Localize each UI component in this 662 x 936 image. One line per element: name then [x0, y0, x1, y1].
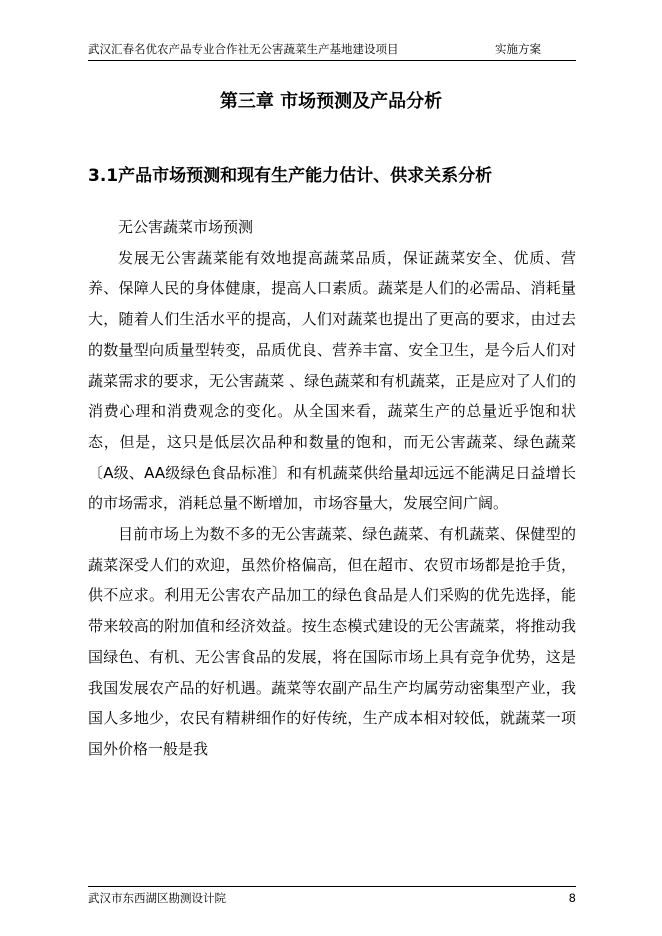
page-number: 8 [568, 891, 576, 905]
section-title: 3.1产品市场预测和现有生产能力估计、供求关系分析 [88, 166, 493, 186]
paragraph: 目前市场上为数不多的无公害蔬菜、绿色蔬菜、有机蔬菜、保健型的蔬菜深受人们的欢迎，虽然价格偏高，但在超市、农贸市场都是抢手货，供不应求。利用无公害农产品加工的绿色食品是人们采购的优先选择，能带来较高的附加值和经济效益。按生态模式建设的无公害蔬菜，将推动我国绿色、有机、无公害食品的发展，将在国际市场上具有竞争优势，这是我国发展农产品的好机遇。蔬菜等农副产品生产均属劳动密集型产业，我国人多地少，农民有精耕细作的好传统，生产成本相对较低，就蔬菜一项国外价格一般是我 [88, 525, 576, 758]
page-footer [88, 886, 576, 905]
chapter-title: 第三章 市场预测及产品分析 [219, 91, 443, 112]
header-project-title: 武汉汇春名优农产品专业合作社无公害蔬菜生产基地建设项目 [88, 42, 399, 56]
header-doc-type: 实施方案 [495, 42, 541, 56]
paragraph: 发展无公害蔬菜能有效地提高蔬菜品质，保证蔬菜安全、优质、营养、保障人民的身体健康，提高人口素质。蔬菜是人们的必需品、消耗量大，随着人们生活水平的提高，人们对蔬菜也提出了更高的要求，由过去的数量型向质量型转变，品质优良、营养丰富、安全卫生，是今后人们对蔬菜需求的要求，无公害蔬菜 、绿色蔬菜和有机蔬菜，正是应对了人们的消费心理和消费观念的变化。从全国来看，蔬菜生产的总量近乎饱和状态，但是，这只是低层次品种和数量的饱和，而无公害蔬菜、绿色蔬菜〔A级、AA级绿色食品标准〕和有机蔬菜供给量却远远不能满足日益增长的市场需求，消耗总量不断增加，市场容量大，发展空间广阔。 [88, 248, 576, 513]
paragraph-subheading: 无公害蔬菜市场预测 [118, 218, 254, 236]
footer-organization: 武汉市东西湖区勘测设计院 [88, 891, 226, 905]
body-text [88, 212, 576, 765]
page-header [88, 40, 576, 61]
